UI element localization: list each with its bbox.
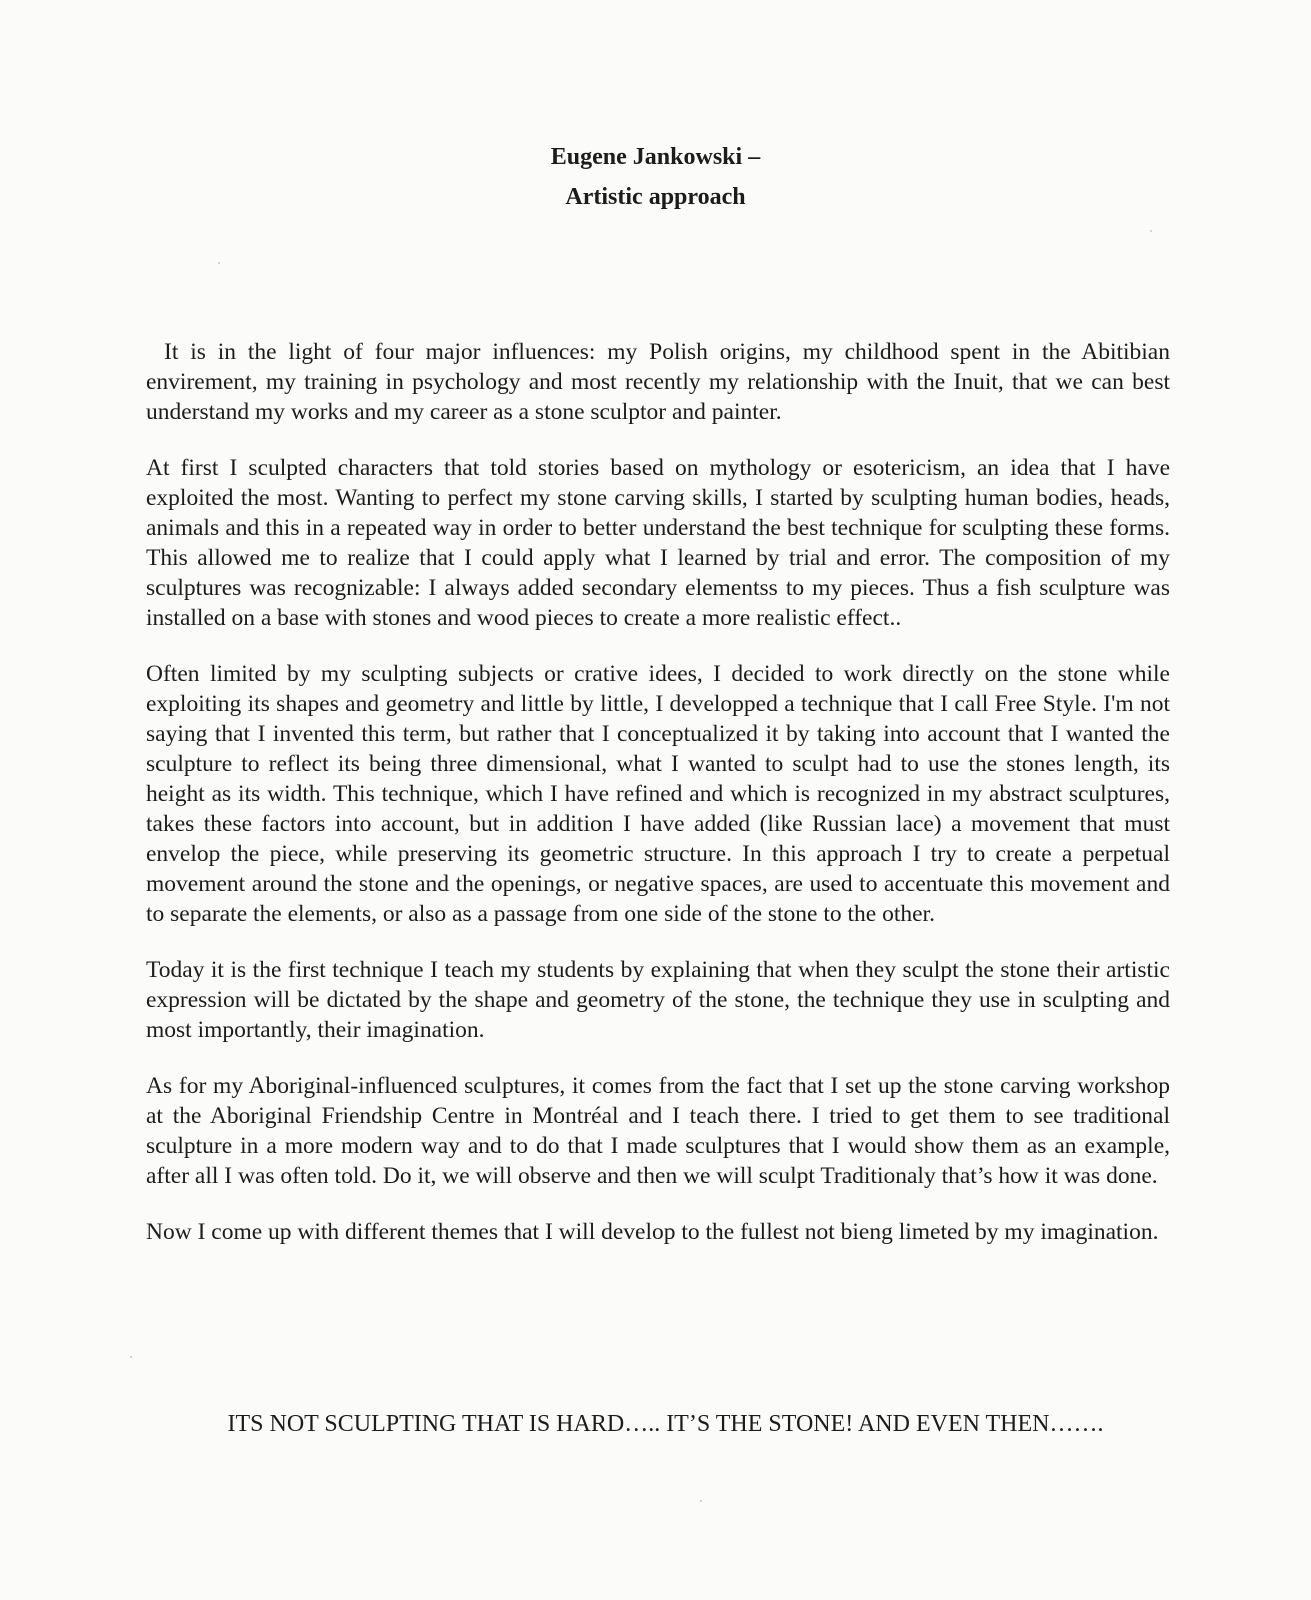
paragraph-influences: It is in the light of four major influences: my Polish origins, my childhood spent in the Abitibian envirement, my training in psychology and most recently my relationship with the Inuit, that we can best understand my works and my career as a stone sculptor and painter. (146, 339, 1170, 425)
paragraph-early-work: At first I sculpted characters that told stories based on mythology or esotericism, an idea that I have exploited the most. Wanting to perfect my stone carving skills, I started by sculpting human bodies, heads, animals and this in a repeated way in order to better understand the best technique for sculpting these forms. This allowed me to realize that I could apply what I learned by trial and error. The composition of my sculptures was recognizable: I always added secondary elementss to my pieces. Thus a fish sculpture was installed on a base with stones and wood pieces to create a more realistic effect.. (146, 455, 1170, 631)
title-subject: Artistic approach (565, 184, 746, 210)
paragraph-teaching: Today it is the first technique I teach my students by explaining that when they sculpt the stone their artistic expression will be dictated by the shape and geometry of the stone, the technique they use in sculpting and most importantly, their imagination. (146, 957, 1170, 1043)
document-title (0, 137, 1311, 217)
scan-speck (700, 1500, 702, 1502)
scan-speck (1150, 230, 1152, 232)
paragraph-aboriginal: As for my Aboriginal-influenced sculptures, it comes from the fact that I set up the stone carving workshop at the Aboriginal Friendship Centre in Montréal and I teach there. I tried to get them to see traditional sculpture in a more modern way and to do that I made sculptures that I would show them as an example, after all I was often told. Do it, we will observe and then we will sculpt Traditionaly that’s how it was done. (146, 1073, 1170, 1189)
closing-statement: ITS NOT SCULPTING THAT IS HARD….. IT’S THE STONE! AND EVEN THEN……. (227, 1411, 1104, 1437)
scan-speck (130, 1356, 132, 1358)
paragraph-free-style: Often limited by my sculpting subjects or crative idees, I decided to work directly on the stone while exploiting its shapes and geometry and little by little, I developped a technique that I call Free Style. I'm not saying that I invented this term, but rather that I conceptualized it by taking into account that I wanted the sculpture to reflect its being three dimensional, what I wanted to sculpt had to use the stones length, its height as its width. This technique, which I have refined and which is recognized in my abstract sculptures, takes these factors into account, but in addition I have added (like Russian lace) a movement that must envelop the piece, while preserving its geometric structure. In this approach I try to create a perpetual movement around the stone and the openings, or negative spaces, are used to accentuate this movement and to separate the elements, or also as a passage from one side of the stone to the other. (146, 661, 1170, 927)
document-body (146, 337, 1170, 1273)
scan-speck (218, 262, 220, 264)
paragraph-themes: Now I come up with different themes that I will develop to the fullest not bieng limeted by my imagination. (146, 1219, 1159, 1245)
title-author: Eugene Jankowski – (550, 144, 761, 170)
